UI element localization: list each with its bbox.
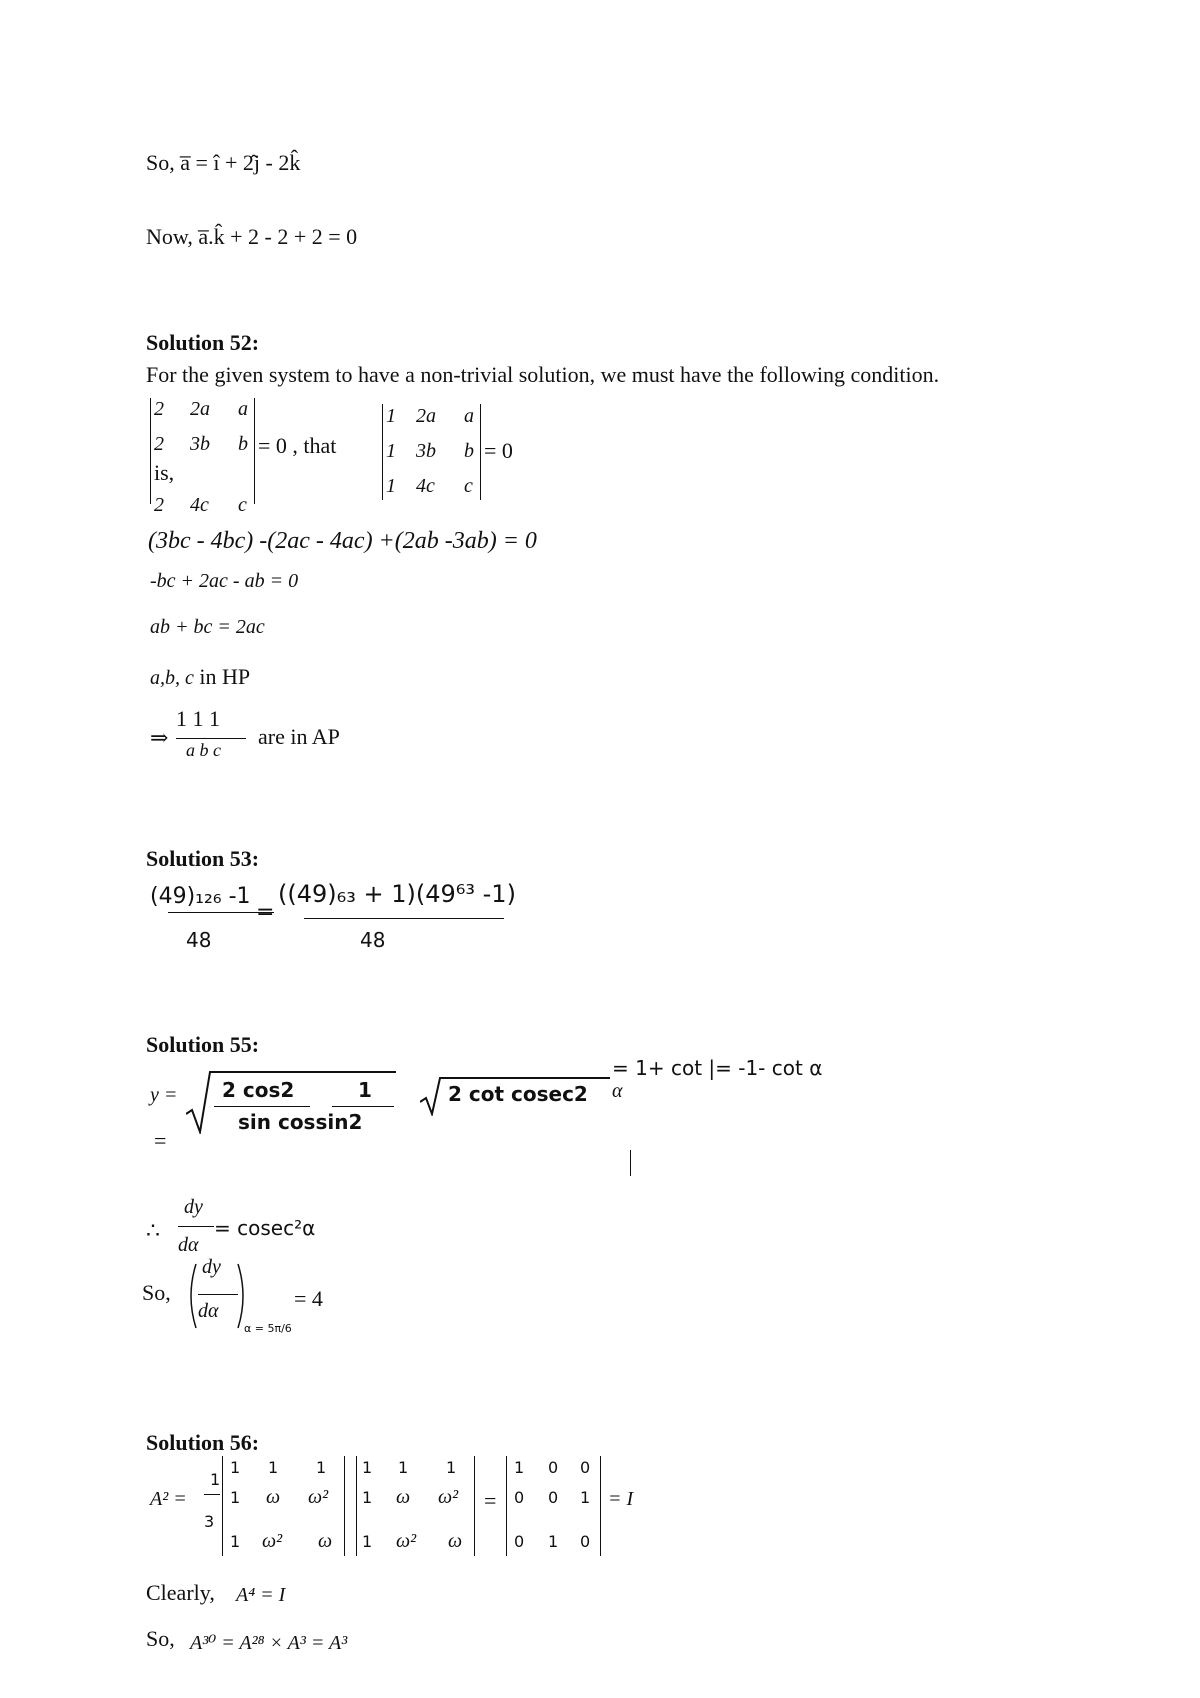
det2-r1c3: a [464,405,474,427]
m3-r1c3: 0 [580,1458,591,1477]
hp-vars: a,b, c [150,667,194,689]
det2-r2c2: 3b [416,440,436,462]
det1-r2c1: 2 [154,433,164,455]
sol53-left-numerator: (49)₁₂₆ -1 [150,884,251,909]
solution-52-heading: Solution 52: [146,330,260,355]
sol55-so-label: So, [142,1280,171,1305]
m3-r3c1: 0 [514,1532,525,1551]
det1-left-bar [150,398,151,504]
det2-r1c2: 2a [416,405,436,427]
m2-r2c1: 1 [362,1488,373,1507]
implies-symbol: ⇒ [150,725,169,750]
m1-r1c3: 1 [316,1458,327,1477]
sol55-frac1-bar [214,1106,310,1107]
clearly-label: Clearly, [146,1580,215,1605]
eval-right-paren [236,1262,250,1330]
dot-product-line: Now, a̅.k̂ + 2 - 2 + 2 = 0 [146,224,358,249]
det1-r3c2: 4c [190,494,209,516]
m1-r1c2: 1 [268,1458,279,1477]
eval-numerator: dy [202,1256,221,1278]
m2-r2c3: ω² [438,1486,459,1508]
det2-r2c1: 1 [386,440,396,462]
m2-r1c3: 1 [446,1458,457,1477]
m1-r2c1: 1 [230,1488,241,1507]
m3-r2c3: 1 [580,1488,591,1507]
m2-r1c2: 1 [398,1458,409,1477]
m3-r2c1: 0 [514,1488,525,1507]
det1-r2c3: b [238,433,248,455]
m1-r2c3: ω² [308,1486,329,1508]
sol56-so-label: So, [146,1626,175,1651]
sol55-tail: = 1+ cot |= -1- cot α [612,1056,823,1080]
eval-result: = 4 [294,1286,323,1311]
deriv-numerator: dy [184,1196,203,1218]
det1-equals-that: = 0 , that [258,433,337,458]
reciprocal-denominators: a b c [186,740,221,760]
m3-r3c2: 1 [548,1532,559,1551]
m1-r3c1: 1 [230,1532,241,1551]
det1-r1c2: 2a [190,398,210,420]
det-is-label: is, [154,460,175,485]
m2-r3c1: 1 [362,1532,373,1551]
sol56-final-equation: A³⁰ = A²⁸ × A³ = A³ [190,1632,348,1654]
hp-line [150,664,250,690]
det1-r2c2: 3b [190,433,210,455]
eval-left-paren [184,1262,198,1330]
sol55-stray-bar [630,1150,631,1176]
sol53-right-denominator: 48 [360,928,386,952]
det1-r1c1: 2 [154,398,164,420]
hp-text: in HP [193,664,251,689]
m1-left-bracket [222,1456,223,1556]
m2-r3c2: ω² [396,1530,417,1552]
m2-r1c1: 1 [362,1458,373,1477]
det1-r3c1: 2 [154,494,164,516]
m3-r1c1: 1 [514,1458,525,1477]
det2-r1c1: 1 [386,405,396,427]
m2-r3c3: ω [448,1530,463,1552]
solution-52-intro: For the given system to have a non-trivial solution, we must have the following condition. [146,362,940,387]
relation-step: ab + bc = 2ac [150,616,265,638]
sol55-y-equals: y = [150,1084,178,1106]
deriv-denominator: dα [178,1234,199,1256]
m3-left-bracket [506,1456,507,1556]
simplify-step: -bc + 2ac - ab = 0 [150,570,299,592]
sol55-equals-2: = [154,1128,167,1153]
m3-right-bracket [600,1456,601,1556]
sol55-root2-content: 2 cot cosec2 [448,1082,588,1106]
reciprocal-numerators: 1 1 1 [176,706,220,731]
sol55-frac2-bar [332,1106,394,1107]
eval-denominator: dα [198,1300,219,1322]
det2-r3c2: 4c [416,475,435,497]
solution-53-heading: Solution 53: [146,846,260,871]
sol56-equals-mid: = [484,1488,497,1513]
det2-r3c3: c [464,475,473,497]
ap-text: are in AP [258,724,340,749]
sol55-frac1-denominator: sin cossin2 [238,1110,363,1134]
sol56-equals-identity: = I [608,1488,634,1510]
eval-fraction-bar [198,1294,238,1295]
vector-a-line: So, a̅ = î + 2̂j - 2k̂ [146,150,301,175]
det2-r3c1: 1 [386,475,396,497]
deriv-result: = cosec²α [214,1216,316,1240]
m3-r1c2: 0 [548,1458,559,1477]
det2-equals-zero: = 0 [484,438,513,463]
coef-fraction-bar [204,1494,220,1495]
solution-55-heading: Solution 55: [146,1032,260,1057]
deriv-fraction-bar [178,1226,214,1227]
m1-r2c2: ω [266,1486,281,1508]
det2-left-bar [382,404,383,500]
expansion-step: (3bc - 4bc) -(2ac - 4ac) +(2ab -3ab) = 0 [148,528,537,554]
m2-r2c2: ω [396,1486,411,1508]
reciprocal-fraction-bar [176,738,246,739]
m3-r3c3: 0 [580,1532,591,1551]
m1-right-bracket [344,1456,345,1556]
coef-numerator: 1 [210,1470,221,1489]
m3-r2c2: 0 [548,1488,559,1507]
sol53-right-numerator: ((49)₆₃ + 1)(49⁶³ -1) [278,880,516,908]
det2-r2c3: b [464,440,474,462]
det1-right-bar [254,398,255,504]
m2-left-bracket [356,1456,357,1556]
sol53-left-denominator: 48 [186,928,212,952]
sol55-frac2-numerator: 1 [358,1078,372,1102]
m1-r3c2: ω² [262,1530,283,1552]
m2-right-bracket [474,1456,475,1556]
det1-r1c3: a [238,398,248,420]
clearly-equation: A⁴ = I [236,1584,286,1606]
det2-right-bar [480,404,481,500]
sol55-alpha: α [612,1080,623,1102]
det1-r3c3: c [238,494,247,516]
sol56-lhs: A² = [150,1488,187,1510]
eval-subscript: α = 5π/6 [244,1322,292,1335]
sol53-equals: = [256,900,275,925]
coef-denominator: 3 [204,1512,215,1531]
solution-56-heading: Solution 56: [146,1430,260,1455]
sol55-frac1-numerator: 2 cos2 [222,1078,295,1102]
therefore-symbol: ∴ [146,1218,160,1243]
sol53-right-fraction-bar [304,918,504,919]
m1-r3c3: ω [318,1530,333,1552]
m1-r1c1: 1 [230,1458,241,1477]
